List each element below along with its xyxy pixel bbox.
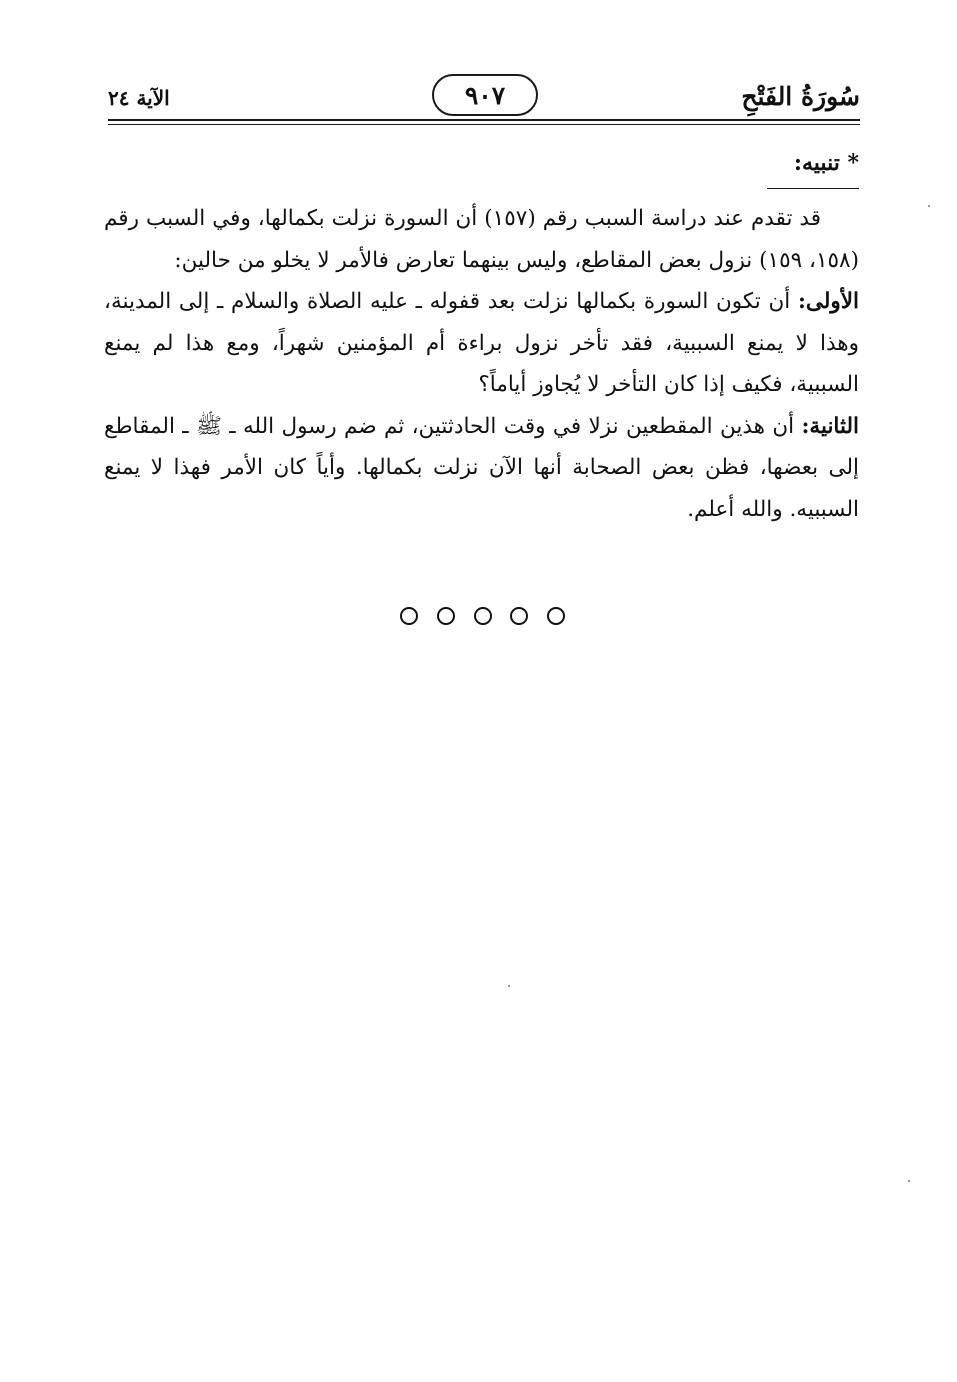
- paragraph-text: أن هذين المقطعين نزلا في وقت الحادثتين، ثم ضم رسول الله ـ ﷺ ـ المقاطع إلى بعضها، فظن بعض الصحابة أنها الآن نزلت بكمالها. وأياً كان الأمر فهذا لا يمنع السببيه. والله أعلم.: [104, 413, 859, 522]
- header-rule: [108, 119, 860, 121]
- scan-speck: [908, 1180, 910, 1182]
- paragraph-intro: [104, 198, 859, 281]
- note-heading-underline: [767, 188, 859, 189]
- page-number-frame: [432, 74, 538, 116]
- note-heading: * تنبيه:: [793, 150, 859, 176]
- page-number: ٩٠٧: [464, 80, 506, 110]
- scan-speck: [508, 985, 510, 987]
- body-text: [104, 198, 859, 530]
- ring-icon: [547, 607, 565, 625]
- end-ornament: [400, 603, 565, 629]
- ring-icon: [474, 607, 492, 625]
- ring-icon: [510, 607, 528, 625]
- ring-icon: [400, 607, 418, 625]
- header-rule-thin: [108, 124, 860, 125]
- paragraph-lead: الثانية:: [801, 413, 859, 439]
- ayah-label: الآية ٢٤: [108, 86, 170, 110]
- paragraph-second-case: [104, 406, 859, 531]
- paragraph-first-case: [104, 281, 859, 406]
- page-header: [108, 80, 860, 116]
- paragraph-lead: الأولى:: [797, 289, 859, 314]
- surah-name: سُورَةُ الفَتْحِ: [741, 82, 860, 111]
- paragraph-text: أن تكون السورة بكمالها نزلت بعد قفوله ـ عليه الصلاة والسلام ـ إلى المدينة، وهذا لا يمنع السببية، فقد تأخر نزول براءة أم المؤمنين شهراً، ومع هذا لم يمنع السببية، فكيف إذا كان التأخر لا يُجاوز أياماً؟: [104, 289, 859, 397]
- ring-icon: [437, 607, 455, 625]
- scan-speck: [928, 205, 930, 207]
- paragraph-text: قد تقدم عند دراسة السبب رقم (١٥٧) أن السورة نزلت بكمالها، وفي السبب رقم (١٥٨، ١٥٩) نزول بعض المقاطع، وليس بينهما تعارض فالأمر لا يخلو من حالين:: [104, 206, 859, 273]
